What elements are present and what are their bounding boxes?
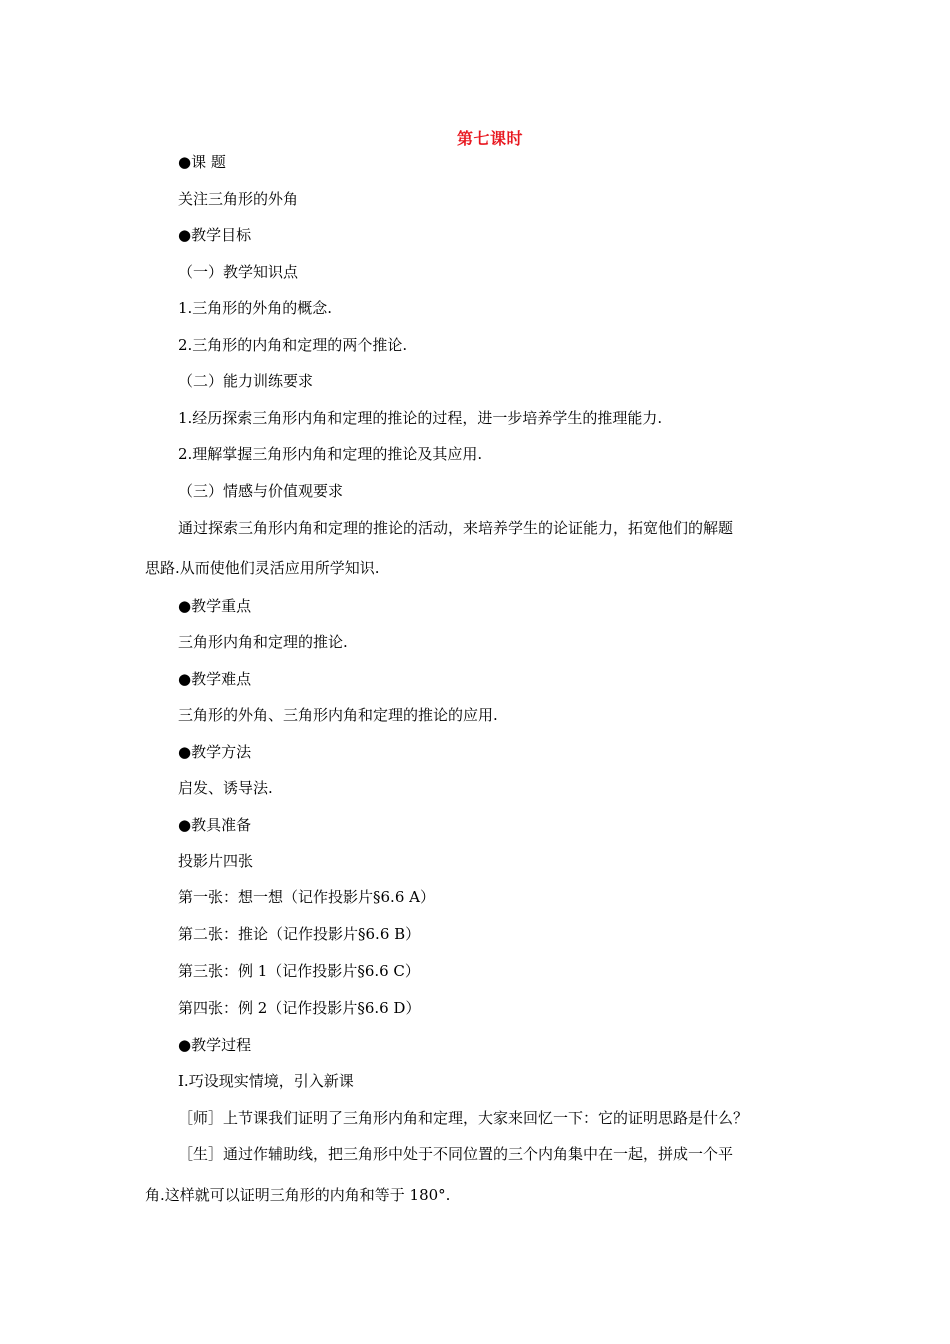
topic-text: 关注三角形的外角 (178, 190, 299, 208)
section-heading-method: ●教学方法 (178, 743, 252, 761)
slide-item-4: 第四张：例 2（记作投影片§6.6 D） (178, 999, 421, 1017)
method-text: 启发、诱导法. (178, 779, 273, 797)
slide-item-3: 第三张：例 1（记作投影片§6.6 C） (178, 962, 420, 980)
ability-item-1: 1.经历探索三角形内角和定理的推论的过程，进一步培养学生的推理能力. (178, 409, 663, 427)
knowledge-item-1: 1.三角形的外角的概念. (178, 299, 333, 317)
ability-item-2: 2.理解掌握三角形内角和定理的推论及其应用. (178, 445, 483, 463)
subheading-values: （三）情感与价值观要求 (178, 482, 344, 500)
section-heading-key-point: ●教学重点 (178, 597, 252, 615)
section-heading-materials: ●教具准备 (178, 816, 252, 834)
values-paragraph-line-1: 通过探索三角形内角和定理的推论的活动，来培养学生的论证能力，拓宽他们的解题 (178, 519, 734, 537)
subheading-knowledge: （一）教学知识点 (178, 263, 299, 281)
key-point-text: 三角形内角和定理的推论. (178, 633, 348, 651)
materials-summary: 投影片四张 (178, 852, 254, 870)
difficulty-text: 三角形的外角、三角形内角和定理的推论的应用. (178, 706, 498, 724)
knowledge-item-2: 2.三角形的内角和定理的两个推论. (178, 336, 408, 354)
student-dialogue-line-1: ［生］通过作辅助线，把三角形中处于不同位置的三个内角集中在一起，拼成一个平 (178, 1145, 734, 1163)
values-paragraph-line-2: 思路.从而使他们灵活应用所学知识. (145, 559, 380, 577)
process-step-1: Ⅰ.巧设现实情境，引入新课 (178, 1072, 354, 1090)
slide-item-2: 第二张：推论（记作投影片§6.6 B） (178, 925, 421, 943)
section-heading-difficulty: ●教学难点 (178, 670, 252, 688)
section-heading-objectives: ●教学目标 (178, 226, 252, 244)
lesson-title: 第七课时 (456, 129, 523, 148)
teacher-dialogue: ［师］上节课我们证明了三角形内角和定理，大家来回忆一下：它的证明思路是什么？ (178, 1109, 749, 1127)
section-heading-topic: ●课 题 (178, 153, 226, 171)
subheading-ability: （二）能力训练要求 (178, 372, 314, 390)
slide-item-1: 第一张：想一想（记作投影片§6.6 A） (178, 888, 435, 906)
section-heading-process: ●教学过程 (178, 1036, 252, 1054)
student-dialogue-line-2: 角.这样就可以证明三角形的内角和等于 180°. (145, 1186, 451, 1204)
